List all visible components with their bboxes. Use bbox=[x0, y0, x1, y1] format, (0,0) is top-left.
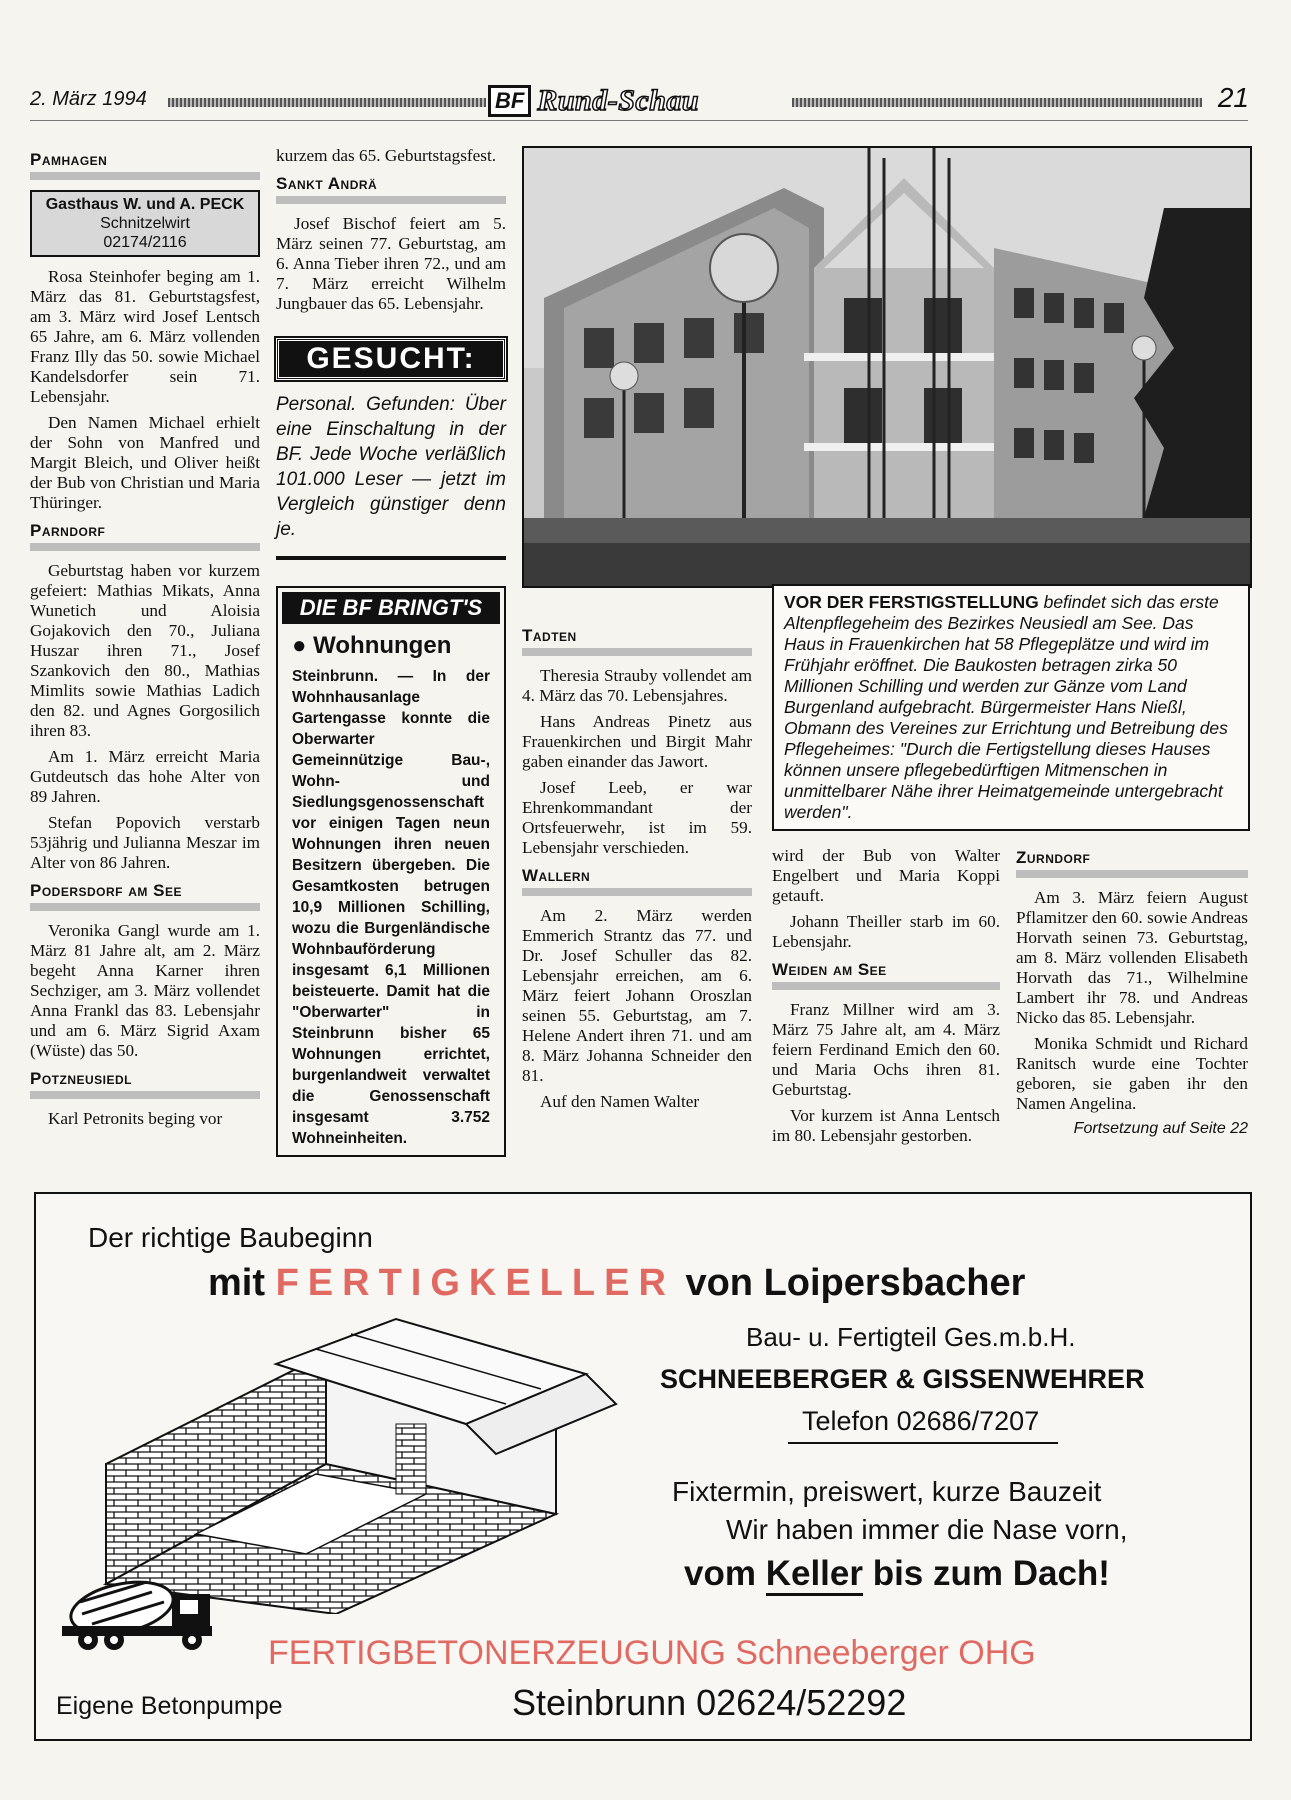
gasthaus-ad bbox=[30, 190, 260, 257]
paragraph: wird der Bub von Walter Engelbert und Maria Koppi getauft. bbox=[772, 846, 1000, 905]
section-title-parndorf: Parndorf bbox=[30, 521, 260, 551]
bringts-body: Steinbrunn. — In der Wohnhausanlage Gartengasse konnte die Oberwarter Gemeinnützige Bau-, Wohn- und Siedlungsgenossenschaft vor einigen Tagen neun Wohnungen ihren neuen Besitzern übergeben. Die Gesamtkosten betrugen 10,9 Millionen Schilling, wozu die Burgenländische Wohnbauförderung insgesamt 6,1 Millionen beisteuerte. Damit hat die "Oberwarter" in Steinbrunn bisher 65 Wohnungen errichtet, burgenlandweit verwaltet die Genossenschaft insgesamt 3.752 Wohneinheiten. bbox=[292, 668, 490, 1147]
header-rule-left bbox=[168, 98, 486, 107]
bf-bringts-box bbox=[276, 586, 506, 1157]
paragraph: Geburtstag haben vor kurzem gefeiert: Mathias Mikats, Anna Wunetich und Aloisia Gojakovich den 70., Juliana Huszar ihren 71., Josef Szankovich den 80., Mathias Mimlits sowie Mathias Ladich den 82. und Agnes Gorgosilich ihren 83. bbox=[30, 561, 260, 740]
paragraph: Theresia Strauby vollendet am 4. März das 70. Lebensjahres. bbox=[522, 666, 752, 705]
paragraph: Auf den Namen Walter bbox=[540, 1092, 700, 1111]
paragraph: Karl Petronits beging vor bbox=[48, 1109, 223, 1128]
paragraph: Johann Theiller starb im 60. Lebensjahr. bbox=[772, 912, 1000, 951]
paragraph: Am 3. März feiern August Pflamitzer den 60. sowie Andreas Horvath seinen 73. Geburtstag, am 8. März vollenden Elisabeth Horvath das 71., Wilhelmine Lambert ihr 78. und Andreas Nicko das 85. Lebensjahr. bbox=[1016, 888, 1248, 1027]
section-title-zurndorf: Zurndorf bbox=[1016, 848, 1248, 878]
photo-caption bbox=[772, 584, 1250, 831]
continuation-note: Fortsetzung auf Seite 22 bbox=[1073, 1120, 1248, 1137]
column-4 bbox=[772, 846, 1000, 1152]
mixer-truck-icon bbox=[52, 1574, 222, 1654]
bringts-headline: ● Wohnungen bbox=[292, 632, 452, 659]
paragraph: Stefan Popovich verstarb 53jährig und Julianna Meszar im Alter von 86 Jahren. bbox=[30, 813, 260, 872]
gasthaus-subtitle: Schnitzelwirt bbox=[100, 215, 190, 232]
ad-fertigkeller: FERTIGKELLER bbox=[275, 1262, 675, 1304]
ad-von: von Loipersbacher bbox=[685, 1262, 1026, 1304]
gasthaus-phone: 02174/2116 bbox=[103, 234, 187, 251]
ad-underline bbox=[788, 1442, 1058, 1444]
caption-text: befindet sich das erste Altenpflegeheim des Bezirkes Neusiedl am See. Das Haus in Frauenkirchen hat 58 Pflegeplätze und wird im Frühjahr eröffnet. Die Baukosten betragen zirka 50 Millionen Schilling und werden zur Gänze vom Land Burgenland aufgebracht. Bürgermeister Hans Nießl, Obmann des Vereines zur Errichtung und Betreibung des Pflegeheimes: "Durch die Fertigstellung dieses Hauses können unsere pflegebedürftigen Mitmenschen in unmittelbarer Nähe ihrer Heimatgemeinde untergebracht werden". bbox=[784, 592, 1228, 822]
ad-betonwerk: FERTIGBETONERZEUGUNG Schneeberger OHG bbox=[268, 1634, 1036, 1672]
ad-slogan3-a: vom bbox=[684, 1554, 766, 1593]
paragraph: Am 2. März werden Emmerich Strantz das 77. und Dr. Josef Schuller das 82. Lebensjahr erreichen, am 6. März feiert Johann Oroszlan seinen 55. Geburtstag, am 7. Helene Andert ihren 71. und am 8. März Johanna Schneider den 81. bbox=[522, 906, 752, 1085]
bf-logo: BF bbox=[488, 85, 531, 117]
photo-image bbox=[524, 148, 1250, 586]
paragraph: Josef Leeb, er war Ehrenkommandant der Ortsfeuerwehr, ist im 59. Lebensjahr verschieden. bbox=[522, 778, 752, 857]
column-1 bbox=[30, 140, 260, 1135]
ad-slogan1: Fixtermin, preiswert, kurze Bauzeit bbox=[672, 1476, 1102, 1507]
ad-headline bbox=[208, 1262, 1025, 1305]
section-title-weiden: Weiden am See bbox=[772, 960, 1000, 990]
ad-slogan3-keller: Keller bbox=[766, 1554, 863, 1596]
ad-phone1: Telefon 02686/7207 bbox=[802, 1406, 1040, 1436]
column-2 bbox=[276, 146, 506, 1157]
paragraph: Rosa Steinhofer beging am 1. März das 81. Geburtstagsfest, am 3. März wird Josef Lentsch 65 Jahre, am 6. März vollenden Franz Illy das 50. sowie Michael Kandelsdorfer sein 71. Lebensjahr. bbox=[30, 267, 260, 406]
paragraph: Veronika Gangl wurde am 1. März 81 Jahre alt, am 2. März begeht Anna Karner ihren Sechziger, am 3. März vollendet Anna Frankl das 83. Lebensjahr und am 6. März Sigrid Axam (Wüste) das 50. bbox=[30, 921, 260, 1060]
paragraph: kurzem das 65. Geburtstagsfest. bbox=[276, 146, 497, 165]
fertigkeller-advertisement bbox=[34, 1192, 1252, 1741]
paragraph: Josef Bischof feiert am 5. März seinen 77. Geburtstag, am 6. Anna Tieber ihren 72., und am 7. März erreicht Wilhelm Jungbauer das 65. Lebensjahr. bbox=[276, 214, 506, 313]
section-title-pamhagen: Pamhagen bbox=[30, 150, 260, 180]
ad-phone2: Steinbrunn 02624/52292 bbox=[512, 1682, 907, 1723]
gesucht-banner: GESUCHT: bbox=[276, 338, 506, 380]
section-title-podersdorf: Podersdorf am See bbox=[30, 881, 260, 911]
gesucht-text: Personal. Gefunden: Über eine Einschaltung in der BF. Jede Woche verläßlich 101.000 Leser — jetzt im Vergleich günstiger denn je. bbox=[276, 394, 506, 540]
paragraph: Franz Millner wird am 3. März 75 Jahre alt, am 4. März feiern Ferdinand Emich den 60. und Maria Ochs ihren 81. Geburtstag. bbox=[772, 1000, 1000, 1099]
ad-betonpumpe: Eigene Betonpumpe bbox=[56, 1692, 283, 1720]
paragraph: Hans Andreas Pinetz aus Frauenkirchen und Birgit Mahr gaben einander das Jawort. bbox=[522, 712, 752, 771]
masthead-logo bbox=[488, 84, 788, 118]
ad-slogan3-c: bis zum Dach! bbox=[862, 1554, 1110, 1593]
section-title-tadten: Tadten bbox=[522, 626, 752, 656]
caption-lead: VOR DER FERSTIGSTELLUNG bbox=[784, 592, 1039, 612]
bringts-title: DIE BF BRINGT'S bbox=[282, 592, 500, 624]
ad-company1: Bau- u. Fertigteil Ges.m.b.H. bbox=[746, 1322, 1076, 1352]
paragraph: Den Namen Michael erhielt der Sohn von Manfred und Margit Bleich, und Oliver heißt der Bub von Christian und Maria Thüringer. bbox=[30, 413, 260, 512]
ad-slogan2: Wir haben immer die Nase vorn, bbox=[726, 1514, 1128, 1545]
issue-date: 2. März 1994 bbox=[30, 88, 147, 110]
column-3 bbox=[522, 618, 752, 1118]
ad-company2: SCHNEEBERGER & GISSENWEHRER bbox=[660, 1364, 1145, 1394]
column-5 bbox=[1016, 840, 1248, 1138]
paragraph: Am 1. März erreicht Maria Gutdeutsch das hohe Alter von 89 Jahren. bbox=[30, 747, 260, 806]
ad-slogan3 bbox=[684, 1554, 1110, 1594]
rundschau-logo: Rund-Schau bbox=[537, 84, 700, 117]
header-divider bbox=[30, 120, 1248, 121]
basement-illustration bbox=[96, 1314, 656, 1614]
building-photo bbox=[522, 146, 1252, 588]
section-title-sankt-andrae: Sankt Andrä bbox=[276, 174, 506, 204]
gasthaus-name: Gasthaus W. und A. PECK bbox=[45, 196, 245, 213]
paragraph: Monika Schmidt und Richard Ranitsch wurde eine Tochter geboren, sie gaben ihr den Namen Angelina. bbox=[1016, 1034, 1248, 1113]
page-number: 21 bbox=[1217, 82, 1249, 113]
section-title-potzneusiedl: Potzneusiedl bbox=[30, 1069, 260, 1099]
ad-line1: Der richtige Baubeginn bbox=[88, 1222, 373, 1253]
section-title-wallern: Wallern bbox=[522, 866, 752, 896]
paragraph: Vor kurzem ist Anna Lentsch im 80. Lebensjahr gestorben. bbox=[772, 1106, 1000, 1145]
ad-mit: mit bbox=[208, 1262, 265, 1304]
header-rule-right bbox=[792, 98, 1202, 107]
